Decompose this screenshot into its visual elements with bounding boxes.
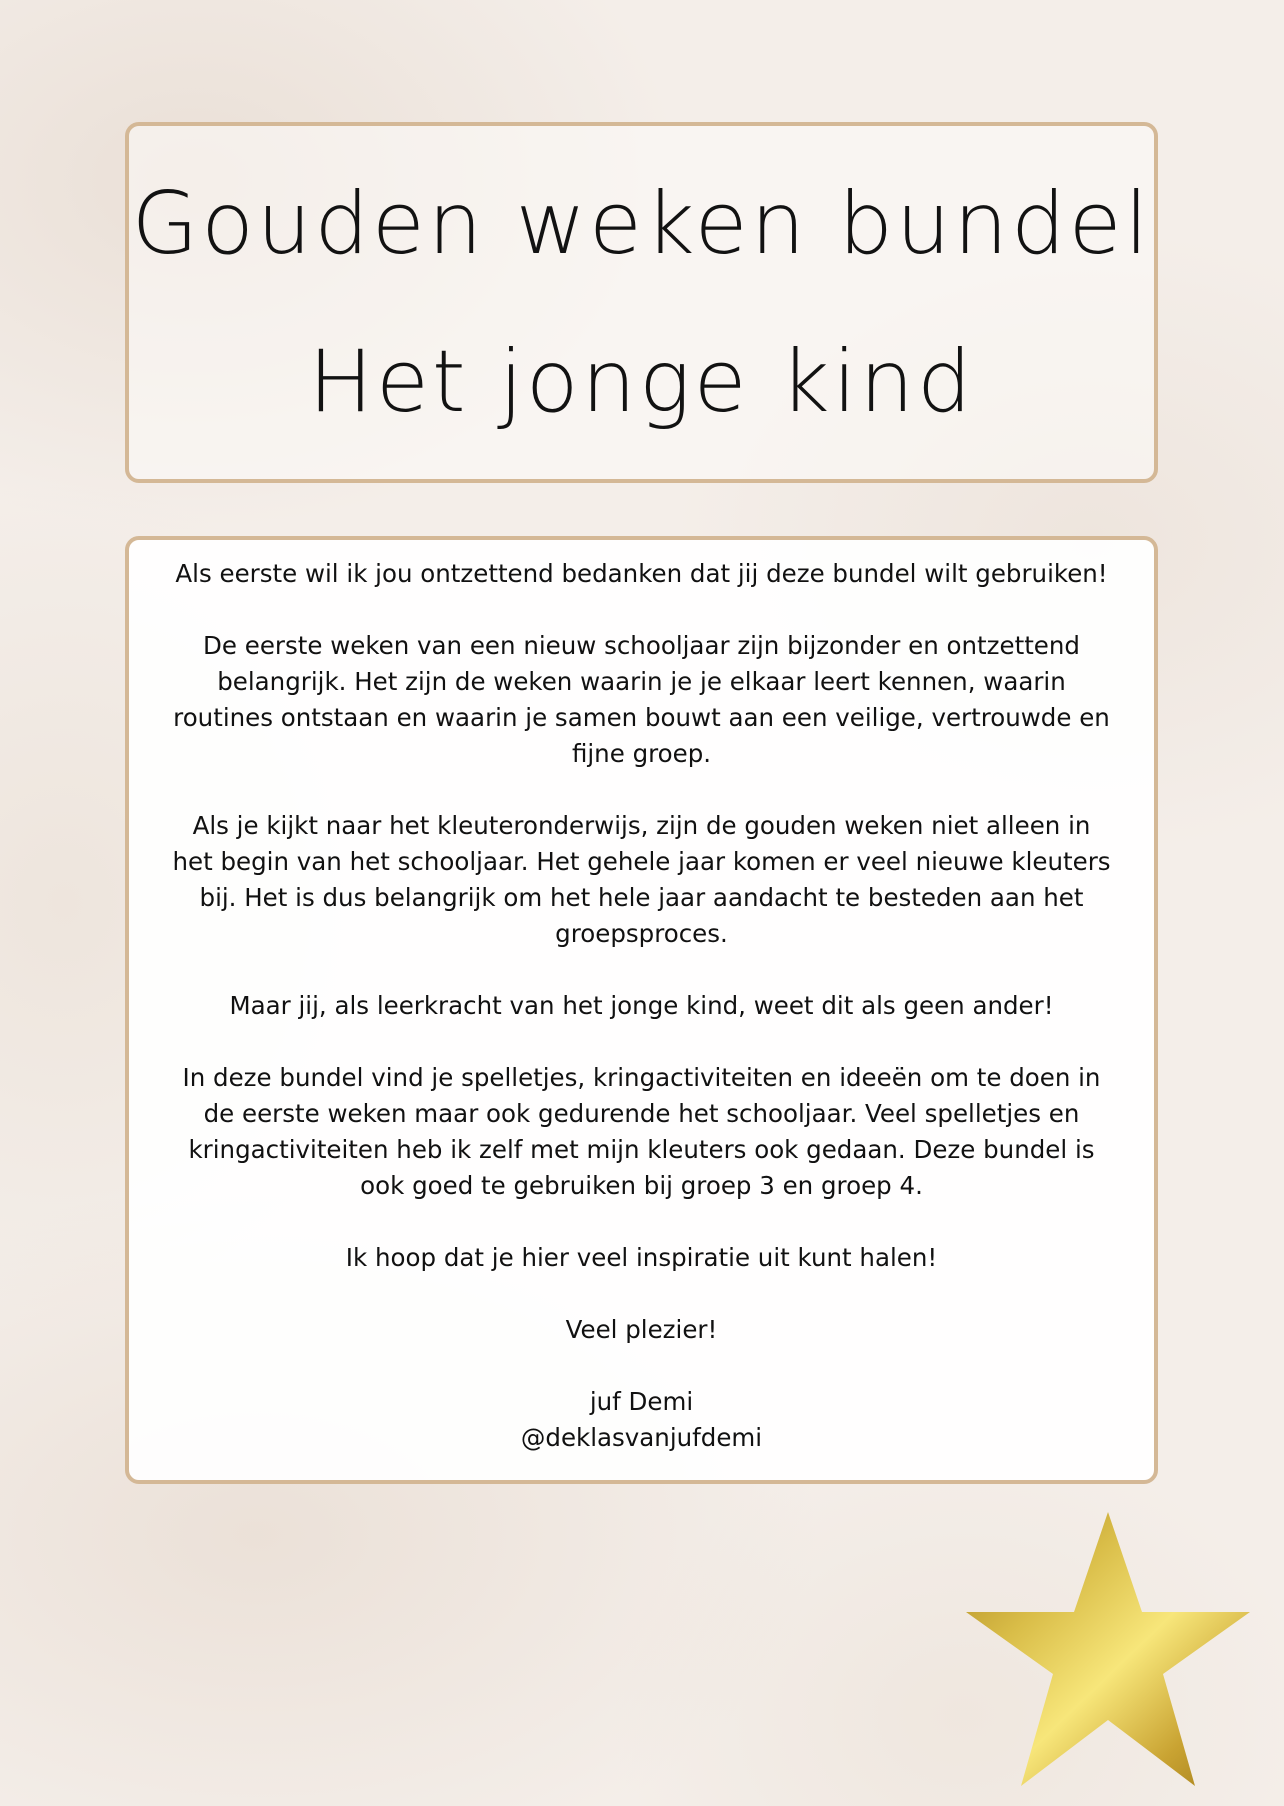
gold-star-icon [963,1510,1253,1790]
letter-paragraph-first-weeks: De eerste weken van een nieuw schooljaar zijn bijzonder en ontzettend belangrijk. Het zijn de weken waarin je je elkaar leert kennen, waarin routines ontstaan en waarin je samen bouwt aan een veilige, vertrouwde en fijne groep. [173,631,1110,768]
title-line-2: Het jonge kind [308,331,975,432]
letter-signature [169,1384,1114,1456]
letter-paragraph-teacher: Maar jij, als leerkracht van het jonge kind, weet dit als geen ander! [229,991,1054,1020]
letter-paragraph-contents: In deze bundel vind je spelletjes, kringactiviteiten en ideeën om te doen in de eerste weken maar ook gedurende het schooljaar. Veel spelletjes en kringactiviteiten heb ik zelf met mijn kleuters ook gedaan. Deze bundel is ook goed te gebruiken bij groep 3 en groep 4. [182,1063,1101,1200]
title-line-1: Gouden weken bundel [131,173,1152,274]
title-box [125,122,1158,483]
letter-box [125,536,1158,1484]
letter-paragraph-enjoy: Veel plezier! [565,1315,718,1344]
signature-name: juf Demi [589,1387,694,1416]
letter-paragraph-thanks: Als eerste wil ik jou ontzettend bedanken dat jij deze bundel wilt gebruiken! [175,559,1108,588]
signature-handle: @deklasvanjufdemi [520,1423,763,1452]
letter-paragraph-kindergarten: Als je kijkt naar het kleuteronderwijs, zijn de gouden weken niet alleen in het begin van het schooljaar. Het gehele jaar komen er veel nieuwe kleuters bij. Het is dus belangrijk om het hele jaar aandacht te besteden aan het groepsproces. [172,811,1111,948]
letter-paragraph-inspiration: Ik hoop dat je hier veel inspiratie uit kunt halen! [345,1243,938,1272]
